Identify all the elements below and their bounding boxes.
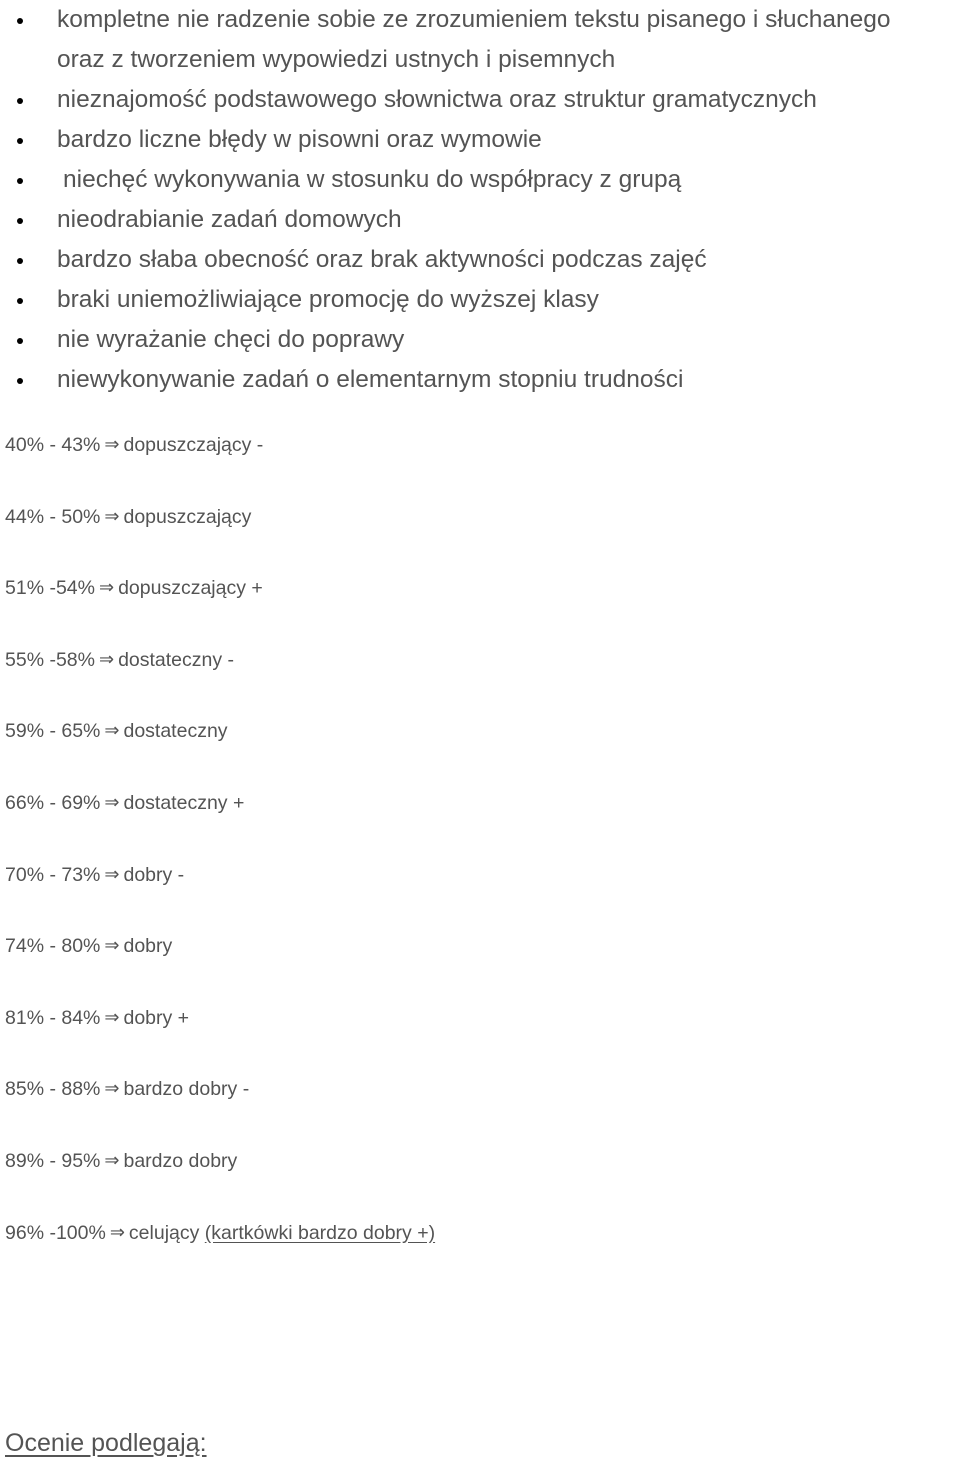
grade-label: dopuszczający + (118, 577, 263, 600)
bullet-text: nieznajomość podstawowego słownictwa oraz struktur gramatycznych (57, 86, 817, 113)
bullet-text: nieodrabianie zadań domowych (57, 206, 402, 233)
grade-row (5, 494, 435, 566)
grade-range: 44% - 50% (5, 505, 101, 528)
bullet-text: kompletne nie radzenie sobie ze zrozumieniem tekstu pisanego i słuchanego (57, 6, 891, 33)
bullet-item (0, 120, 960, 160)
bullet-item-continuation (0, 40, 960, 80)
bullet-icon (17, 18, 23, 24)
grade-range: 70% - 73% (5, 863, 101, 886)
grade-range: 59% - 65% (5, 720, 101, 743)
implies-arrow-icon: ⇒ (104, 1078, 120, 1100)
implies-arrow-icon: ⇒ (98, 648, 115, 670)
grade-row (5, 708, 435, 780)
bullet-icon (17, 178, 23, 184)
grade-range: 81% - 84% (5, 1006, 101, 1029)
bullet-icon (17, 258, 23, 264)
grade-range: 89% - 95% (5, 1149, 101, 1172)
grade-label: bardzo dobry - (123, 1078, 250, 1101)
bullet-icon (17, 218, 23, 224)
implies-arrow-icon: ⇒ (104, 505, 120, 527)
grade-range: 74% - 80% (5, 935, 101, 958)
bullet-icon (17, 98, 23, 104)
grade-label: dostateczny (123, 720, 228, 743)
bullet-item (0, 320, 960, 360)
implies-arrow-icon: ⇒ (109, 1221, 125, 1243)
bullet-text: nie wyrażanie chęci do poprawy (57, 326, 405, 353)
grade-label: dostateczny - (118, 648, 235, 671)
grade-row (5, 995, 435, 1067)
grade-range: 40% - 43% (5, 434, 101, 456)
bullet-item (0, 160, 960, 200)
bullet-text: braki uniemożliwiające promocję do wyższej klasy (57, 286, 599, 313)
grade-row (5, 923, 435, 995)
bullet-text: niechęć wykonywania w stosunku do współpracy z grupą (63, 166, 682, 193)
bullet-text: bardzo słaba obecność oraz brak aktywności podczas zajęć (57, 246, 707, 273)
grade-row (5, 565, 435, 637)
grade-label: dobry (123, 935, 173, 958)
implies-arrow-icon: ⇒ (104, 935, 120, 957)
grade-label: celujący (128, 1221, 200, 1244)
implies-arrow-icon: ⇒ (104, 434, 120, 455)
bullet-item (0, 240, 960, 280)
grade-row (5, 422, 435, 494)
grade-range: 85% - 88% (5, 1078, 101, 1101)
bullet-icon (17, 138, 23, 144)
bullet-text: niewykonywanie zadań o elementarnym stopniu trudności (57, 366, 684, 393)
grade-label: dobry + (123, 1006, 190, 1029)
implies-arrow-icon: ⇒ (104, 791, 120, 813)
implies-arrow-icon: ⇒ (98, 577, 115, 599)
grade-range: 96% -100% (5, 1221, 106, 1244)
grade-row (5, 852, 435, 924)
bullet-item (0, 0, 960, 40)
grade-row (5, 1210, 435, 1282)
grade-range: 55% -58% (5, 648, 95, 671)
grade-row (5, 1138, 435, 1210)
grade-range: 66% - 69% (5, 791, 101, 814)
grade-row (5, 637, 435, 709)
bullet-item (0, 360, 960, 400)
grade-label: dobry - (123, 863, 185, 886)
bullet-text: bardzo liczne błędy w pisowni oraz wymowie (57, 126, 542, 153)
grading-scale-list (5, 422, 435, 1281)
implies-arrow-icon: ⇒ (104, 720, 120, 742)
bullet-item (0, 80, 960, 120)
grade-row (5, 1066, 435, 1138)
bullet-item (0, 280, 960, 320)
grade-label: dostateczny + (123, 791, 245, 814)
grade-label: dopuszczający - (123, 434, 264, 456)
grade-row (5, 780, 435, 852)
implies-arrow-icon: ⇒ (104, 863, 120, 885)
implies-arrow-icon: ⇒ (104, 1149, 120, 1171)
grade-label: dopuszczający (123, 505, 252, 528)
bullet-icon (17, 378, 23, 384)
bullet-icon (17, 338, 23, 344)
grade-range: 51% -54% (5, 577, 95, 600)
grade-label: bardzo dobry (123, 1149, 238, 1172)
implies-arrow-icon: ⇒ (104, 1006, 120, 1028)
bullet-item (0, 200, 960, 240)
section-heading: Ocenie podlegają: (5, 1429, 207, 1457)
insufficient-grade-criteria-list (0, 0, 960, 400)
bullet-text: oraz z tworzeniem wypowiedzi ustnych i pisemnych (57, 46, 616, 73)
bullet-icon (17, 298, 23, 304)
grade-note: (kartkówki bardzo dobry +) (204, 1221, 436, 1244)
